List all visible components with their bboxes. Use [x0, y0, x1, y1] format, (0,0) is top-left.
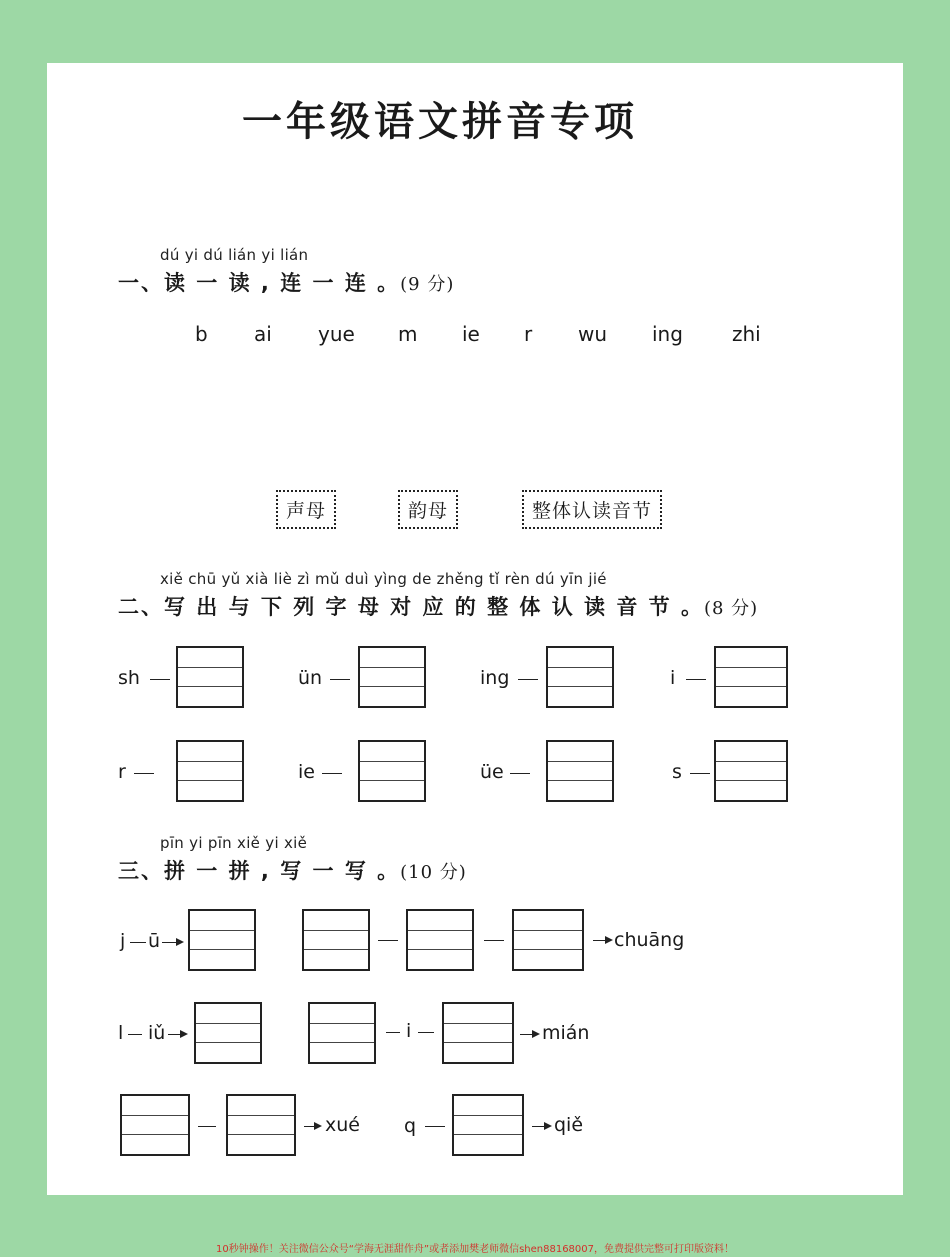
letter-wu: wu	[578, 322, 608, 346]
item-label: ün	[298, 667, 323, 689]
section3-pinyin: pīn yi pīn xiě yi xiě	[160, 834, 308, 852]
item-label: ing	[480, 667, 510, 689]
letter-m: m	[398, 322, 418, 346]
page-title: 一年级语文拼音专项	[242, 98, 638, 145]
writing-box[interactable]	[452, 1094, 524, 1156]
writing-box[interactable]	[512, 909, 584, 971]
writing-box[interactable]	[358, 740, 426, 802]
row3-end2: qiě	[554, 1114, 584, 1136]
letter-ie: ie	[462, 322, 480, 346]
row2-end: mián	[542, 1022, 590, 1044]
item-label: sh	[118, 667, 140, 689]
section1-score: (9 分)	[400, 274, 455, 295]
row2-start: l	[118, 1022, 124, 1044]
section1-heading	[118, 267, 454, 297]
footer-note: 10秒钟操作！关注微信公众号“学海无涯甜作舟”或者添加樊老师微信shen88168007，免费提供完整可打印版资料！	[215, 1244, 735, 1255]
arrow-icon	[168, 1034, 186, 1035]
arrow-icon	[520, 1034, 538, 1035]
writing-box[interactable]	[176, 646, 244, 708]
section3-score: (10 分)	[400, 862, 467, 883]
letter-r: r	[524, 322, 533, 346]
arrow-icon	[532, 1126, 550, 1127]
section3-heading-text: 三、拼 一 拼 , 写 一 写 。	[118, 859, 401, 883]
section1-heading-text: 一、读 一 读 , 连 一 连 。	[118, 271, 401, 295]
arrow-icon	[162, 942, 182, 943]
item-label: i	[670, 667, 676, 689]
item-label: üe	[480, 761, 504, 783]
writing-box[interactable]	[302, 909, 370, 971]
arrow-icon	[593, 940, 611, 941]
section2-heading-text: 二、写 出 与 下 列 字 母 对 应 的 整 体 认 读 音 节 。	[118, 595, 704, 619]
row1-start: j	[120, 930, 126, 952]
writing-box[interactable]	[714, 740, 788, 802]
letter-b: b	[195, 322, 208, 346]
writing-box[interactable]	[546, 740, 614, 802]
row3-q: q	[404, 1115, 417, 1137]
writing-box[interactable]	[176, 740, 244, 802]
category-shengmu: 声母	[276, 490, 336, 529]
letter-zhi: zhi	[732, 322, 761, 346]
item-label: ie	[298, 761, 315, 783]
writing-box[interactable]	[120, 1094, 190, 1156]
row1-mid: ū	[148, 930, 161, 952]
letter-ai: ai	[254, 322, 272, 346]
row2-i: i	[406, 1020, 412, 1042]
writing-box[interactable]	[546, 646, 614, 708]
writing-box[interactable]	[714, 646, 788, 708]
writing-box[interactable]	[226, 1094, 296, 1156]
row1-end: chuāng	[614, 929, 685, 951]
item-label: s	[672, 761, 682, 783]
writing-box[interactable]	[194, 1002, 262, 1064]
section2-score: (8 分)	[703, 598, 759, 619]
writing-box[interactable]	[406, 909, 474, 971]
category-zhengti: 整体认读音节	[522, 490, 662, 529]
section2-pinyin: xiě chū yǔ xià liè zì mǔ duì yìng de zhěng tǐ rèn dú yīn jié	[160, 570, 607, 588]
row3-end1: xué	[325, 1114, 360, 1136]
arrow-icon	[304, 1126, 320, 1127]
category-yunmu: 韵母	[398, 490, 458, 529]
writing-box[interactable]	[308, 1002, 376, 1064]
writing-box[interactable]	[442, 1002, 514, 1064]
section1-pinyin: dú yi dú lián yi lián	[160, 246, 309, 264]
row2-mid: iǔ	[148, 1022, 166, 1044]
section3-heading	[118, 855, 467, 885]
section2-heading	[118, 591, 758, 621]
item-label: r	[118, 761, 126, 783]
writing-box[interactable]	[188, 909, 256, 971]
letter-yue: yue	[318, 322, 355, 346]
writing-box[interactable]	[358, 646, 426, 708]
letter-ing: ing	[652, 322, 683, 346]
